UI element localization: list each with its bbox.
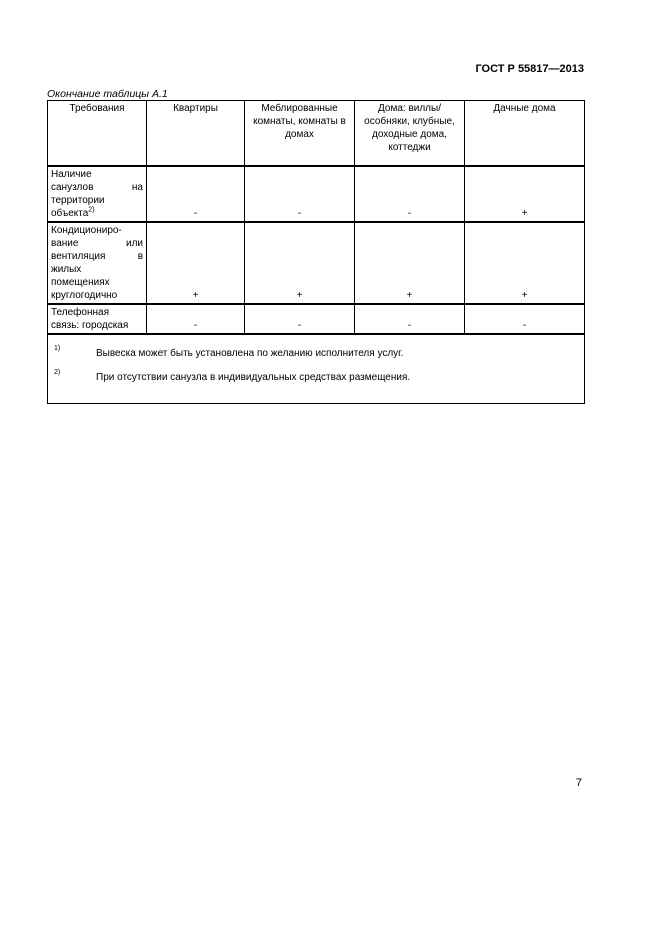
requirement-line: жилых: [51, 264, 82, 275]
requirement-word: объекта: [51, 208, 89, 219]
value-cell: -: [465, 304, 585, 334]
requirement-cell: [48, 222, 147, 304]
requirement-line: территории: [51, 195, 105, 206]
value-cell: -: [245, 166, 355, 222]
value-cell: -: [147, 304, 245, 334]
requirement-line: связь: городская: [51, 320, 129, 331]
column-header: Требования: [48, 101, 147, 167]
table-row: [48, 222, 585, 304]
footnote-ref: 2): [88, 206, 95, 214]
table-row: [48, 166, 585, 222]
value-cell: -: [355, 304, 465, 334]
table-header-row: [48, 101, 585, 167]
footnote-number: 2): [54, 369, 61, 376]
column-header: Дома: виллы/особняки, клубные, доходные дома, коттеджи: [355, 101, 465, 167]
requirement-cell: [48, 304, 147, 334]
document-code: ГОСТ Р 55817—2013: [475, 63, 584, 75]
column-header: Дачные дома: [465, 101, 585, 167]
requirement-line: [51, 237, 143, 250]
footnote: [51, 345, 581, 369]
table-row: [48, 304, 585, 334]
word: в: [137, 251, 143, 262]
requirement-line: Кондициониро-: [51, 225, 122, 236]
footnote-number: 1): [54, 345, 61, 352]
requirement-line: Наличие: [51, 169, 92, 180]
footnote-text: При отсутствии санузла в индивидуальных средствах размещения.: [96, 372, 411, 383]
value-cell: +: [465, 166, 585, 222]
value-cell: -: [245, 304, 355, 334]
word: на: [131, 182, 143, 193]
value-cell: +: [465, 222, 585, 304]
page-number: 7: [575, 777, 582, 789]
word: санузлов: [51, 182, 94, 193]
column-header: Квартиры: [147, 101, 245, 167]
footnote-text: Вывеска может быть установлена по желанию исполнителя услуг.: [96, 348, 404, 359]
notes-row: [48, 334, 585, 404]
column-header: Меблированные комнаты, комнаты в домах: [245, 101, 355, 167]
word: вание: [51, 238, 79, 249]
value-cell: +: [147, 222, 245, 304]
value-cell: +: [245, 222, 355, 304]
requirement-cell: [48, 166, 147, 222]
value-cell: -: [147, 166, 245, 222]
requirement-line: Телефонная: [51, 307, 109, 318]
value-cell: +: [355, 222, 465, 304]
requirement-line: круглогодично: [51, 290, 118, 301]
requirement-line: [51, 181, 143, 194]
footnote: [51, 369, 581, 393]
requirements-table: [47, 100, 585, 404]
requirement-line: [51, 250, 143, 263]
notes-cell: [48, 334, 585, 404]
value-cell: -: [355, 166, 465, 222]
table-caption: Окончание таблицы А.1: [47, 88, 168, 100]
requirement-line: помещениях: [51, 277, 110, 288]
word: или: [125, 238, 143, 249]
word: вентиляция: [51, 251, 106, 262]
requirement-line: [51, 207, 143, 220]
